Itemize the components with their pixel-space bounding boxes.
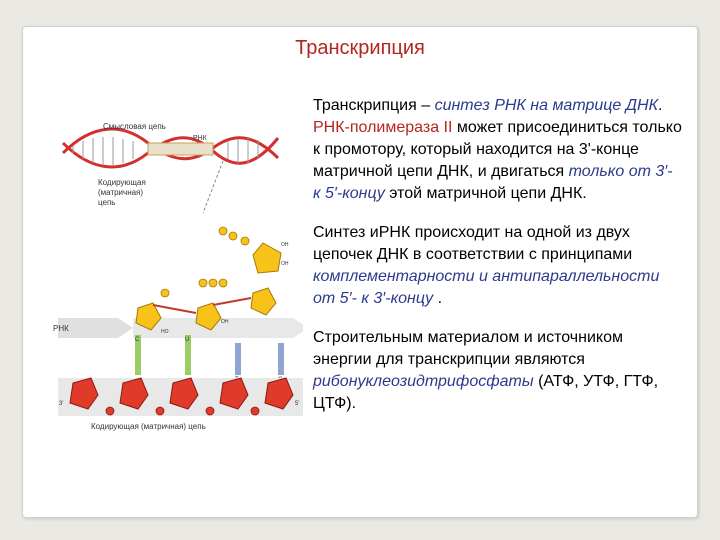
p2-text: Синтез иРНК происходит на одной из двух цепочек ДНК в соответствии с принципами [313,224,633,263]
transcription-diagram [53,113,303,443]
p1-enzyme: РНК-полимераза II [313,119,453,136]
slide [22,26,698,518]
dna-helix [63,129,278,167]
p3-end: (АТФ, УТФ, ГТФ, ЦТФ). [313,373,659,412]
slide-title: Транскрипция [295,37,425,59]
paragraph-3 [313,327,683,415]
coding-strand-bottom-label: Кодирующая (матричная) цепь [91,422,206,431]
p1-italic-2: ДНК [625,97,659,114]
base-u-label: U [185,337,190,343]
rnk-strand-label: РНК [53,324,69,333]
text-block [313,95,683,432]
p2-italic: комплементарности и антипараллельности от 5′- к 3′-концу [313,268,660,307]
ho-label: HO [161,329,169,335]
base-pairs [135,335,284,383]
paragraph-1 [313,95,683,205]
p1-text: Транскрипция – [313,97,435,114]
rna-strand [53,279,303,338]
p2-end: . [433,290,443,307]
coding-strand-label-1: Кодирующая [98,178,146,187]
oh-label-1: OH [281,242,289,248]
rnk-small-label: РНК [193,135,207,142]
oh-label-2: OH [281,261,289,267]
sense-strand-label: Смысловая цепь [103,122,166,131]
coding-strand-label-3: цепь [98,198,116,207]
oh-label-3: OH [221,319,229,325]
p1-dot: . [658,97,663,114]
p1-text-3: этой матричной цепи ДНК. [384,185,587,202]
p3-italic: рибонуклеозидтрифосфаты [313,373,534,390]
incoming-nucleotide [219,227,289,273]
p1-italic-3: только от 3′- к 5′-концу [313,163,673,202]
template-dna-strand [58,378,303,416]
end-3-label: 3' [59,401,64,407]
coding-strand-label-2: (матричная) [98,188,144,197]
p1-text-2: может присоединиться только к промотору, который находится на 3'-конце матричной цепи ДНК, и двигаться [313,119,682,180]
end-5-label: 5' [295,401,300,407]
p1-italic-1: синтез РНК на матрице [434,97,622,114]
base-c-label: C [135,337,140,343]
paragraph-2 [313,222,683,310]
p3-text: Строительным материалом и источником энергии для транскрипции являются [313,329,623,368]
